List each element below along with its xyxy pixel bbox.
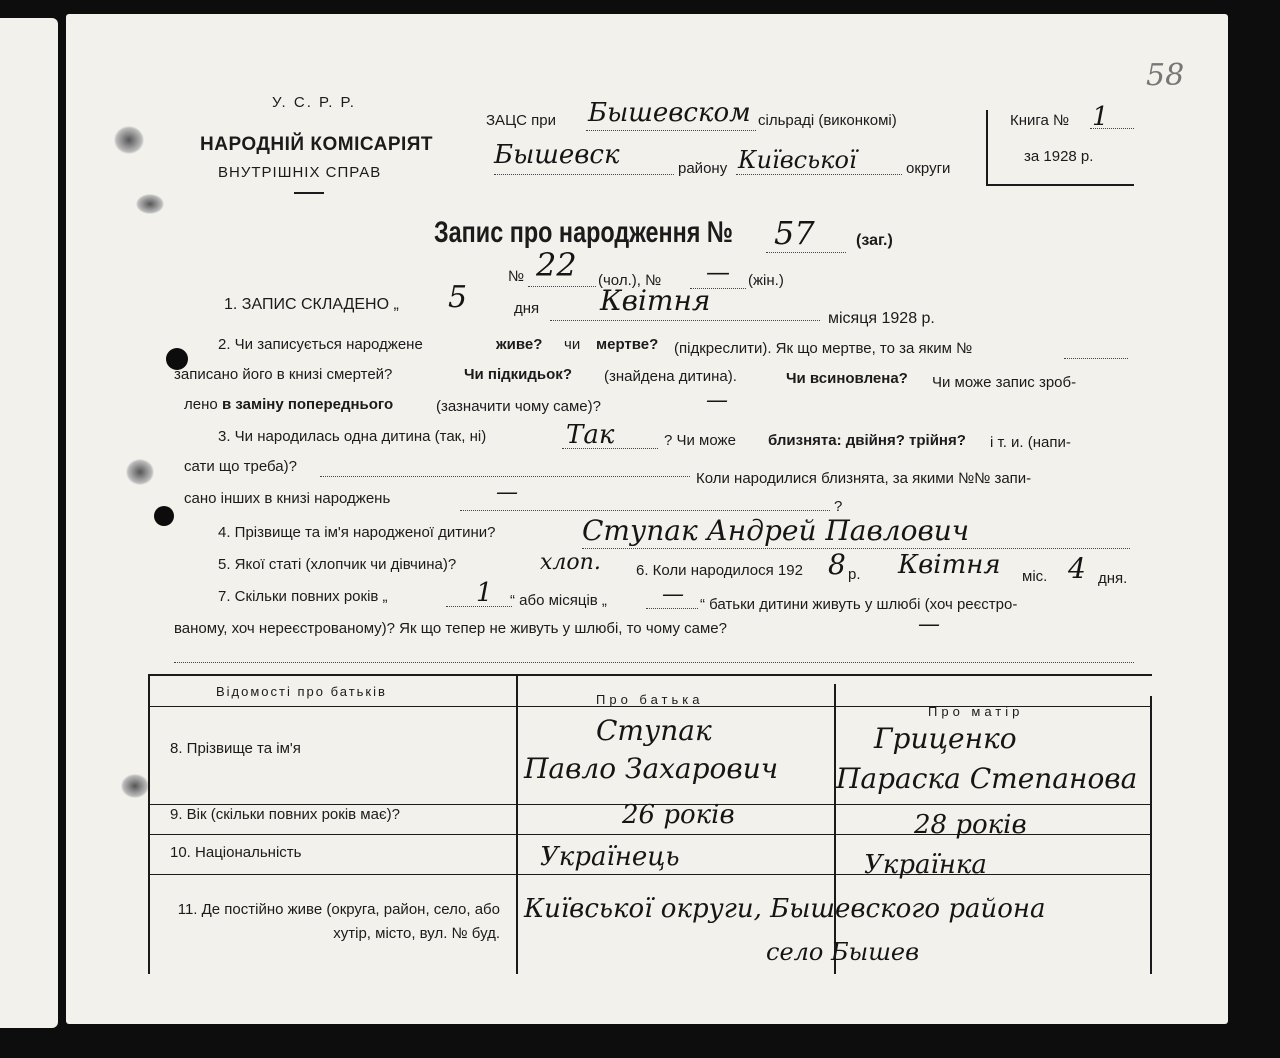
- department-title: ВНУТРІШНІХ СПРАВ: [218, 164, 382, 181]
- item2-adopted: Чи всиновлена?: [786, 370, 908, 387]
- female-record-number: —: [706, 258, 730, 286]
- village-line: [586, 130, 756, 131]
- male-number-line: [528, 286, 596, 287]
- mother-age: 28 років: [914, 810, 1027, 840]
- item2-foundling: Чи підкидьок?: [464, 366, 572, 383]
- birth-month: Квітня: [898, 550, 1001, 580]
- commissariat-title: НАРОДНІЙ КОМІСАРІЯТ: [200, 134, 434, 155]
- marriage-years-line: [446, 606, 512, 607]
- item7-line1a: 7. Скільки повних років „: [218, 588, 388, 605]
- punch-mark: [136, 194, 164, 214]
- item3-single-line: [562, 448, 658, 449]
- child-sex: хлоп.: [540, 550, 601, 575]
- punch-mark: [126, 459, 154, 485]
- item1-label: 1. ЗАПИС СКЛАДЕНО „: [224, 296, 399, 313]
- female-label: (жін.): [748, 272, 784, 289]
- item3-twins: близнята: двійня? трійня?: [768, 432, 966, 449]
- marriage-months-line: [646, 608, 698, 609]
- item3-line2-blank: [320, 476, 690, 477]
- table-header-parents: Відомості про батьків: [216, 684, 387, 699]
- table-right-border: [1150, 696, 1152, 974]
- item1-day: 5: [448, 280, 468, 315]
- record-number: 57: [774, 214, 815, 252]
- item2-dead: мертве?: [596, 336, 659, 353]
- item3-line1b: ? Чи може: [664, 432, 736, 449]
- left-page-edge: [0, 18, 58, 1028]
- item2-replacement: в заміну попереднього: [222, 396, 394, 413]
- village-name: Бышевском: [588, 98, 751, 128]
- book-year: за 1928 р.: [1024, 148, 1094, 165]
- item1-month-line: [550, 320, 820, 321]
- item1-month: Квітня: [600, 284, 711, 317]
- record-zag-label: (заг.): [856, 232, 893, 249]
- okruha-label: округи: [906, 160, 951, 177]
- item5-label: 5. Якої статі (хлопчик чи дівчина)?: [218, 556, 457, 573]
- row-age-label: 9. Вік (скільки повних років має)?: [170, 806, 400, 823]
- item3-line1c: і т. и. (напи-: [990, 434, 1071, 451]
- table-header-mother: Про матір: [928, 704, 1024, 719]
- father-nationality: Українець: [540, 842, 680, 872]
- male-num-label: №: [508, 268, 525, 285]
- pencil-page-number: 58: [1146, 58, 1185, 93]
- item7-answer: —: [918, 612, 940, 637]
- father-residence-line2: село Бышев: [766, 938, 920, 966]
- table-header-father: Про батька: [596, 692, 704, 707]
- item7-line1b: “ або місяців „: [510, 592, 607, 609]
- document-page: [66, 14, 1228, 1024]
- item3-line2b: Коли народилися близнята, за якими №№ запи-: [696, 470, 1032, 487]
- zags-label: ЗАЦС при: [486, 112, 557, 129]
- item2-line3b: (зазначити чому саме)?: [436, 398, 601, 415]
- birth-day: 4: [1068, 552, 1086, 585]
- item3-qmark: ?: [834, 498, 843, 515]
- father-age: 26 років: [622, 800, 735, 830]
- book-box-bottom: [986, 184, 1134, 186]
- punch-mark: [114, 126, 144, 154]
- item3-line3-blank: [460, 510, 830, 511]
- child-name: Ступак Андрей Павлович: [582, 514, 970, 547]
- row-name-label: 8. Прізвище та ім'я: [170, 740, 301, 757]
- item2-line2c: Чи може запис зроб-: [932, 374, 1077, 391]
- item3-twins-answer: —: [496, 480, 518, 505]
- item1-dnia: дня: [514, 300, 540, 317]
- item2-alive: живе?: [496, 336, 543, 353]
- item7-line2a: ваному, хоч нереєстрованому)? Як що тепер не живуть у шлюбі, то чому саме?: [174, 620, 727, 637]
- table-left-border: [148, 674, 150, 974]
- item6-label: 6. Коли народилося 192: [636, 562, 803, 579]
- item6-r: р.: [848, 566, 861, 583]
- item3-line1a: 3. Чи народилась одна дитина (так, ні): [218, 428, 487, 445]
- item3-line3a: сано інших в книзі народжень: [184, 490, 391, 507]
- book-label: Книга №: [1010, 112, 1070, 129]
- item2-death-number-line: [1064, 358, 1128, 359]
- row-residence-label: 11. Де постійно живе (округа, район, село, або хутір, місто, вул. № буд.: [177, 901, 500, 942]
- item2-answer: —: [706, 388, 728, 413]
- mother-given-name: Параска Степанова: [836, 762, 1138, 795]
- silrada-label: сільраді (виконкомі): [758, 112, 897, 129]
- book-number: 1: [1092, 102, 1109, 132]
- state-abbr: У. С. Р. Р.: [272, 94, 356, 111]
- male-record-number: 22: [536, 246, 577, 284]
- item2-line1a: 2. Чи записується народжене: [218, 336, 423, 353]
- item2-line1b: чи: [564, 336, 581, 353]
- table-col-divider-1: [516, 674, 518, 974]
- rayon-label: району: [678, 160, 728, 177]
- male-label: (чол.), №: [598, 272, 662, 289]
- marriage-months: —: [662, 582, 684, 607]
- item2-line2b: (знайдена дитина).: [604, 368, 737, 385]
- item7-blank-line: [174, 662, 1134, 663]
- table-row-rule: [148, 874, 1152, 875]
- item2-line3a: лено: [184, 396, 218, 413]
- okruha-line: [736, 174, 902, 175]
- birth-year-digit: 8: [828, 548, 846, 581]
- punch-mark: [121, 774, 149, 798]
- marriage-years: 1: [476, 578, 493, 608]
- father-residence-line1: Київської округи, Бышевского района: [524, 894, 1046, 924]
- district-name: Бышевск: [494, 140, 620, 170]
- item6-dnia: дня.: [1098, 570, 1128, 587]
- row-nationality-label: 10. Національність: [170, 844, 302, 861]
- item6-mis: міс.: [1022, 568, 1048, 585]
- child-name-line: [582, 548, 1130, 549]
- father-surname: Ступак: [596, 714, 712, 747]
- record-title: Запис про народження №: [434, 216, 734, 249]
- record-number-line: [766, 252, 846, 253]
- item1-year: місяця 1928 р.: [828, 310, 935, 327]
- item3-single-answer: Так: [566, 420, 615, 450]
- ink-blot: [154, 506, 174, 526]
- item7-line1c: “ батьки дитини живуть у шлюбі (хоч реєстро-: [700, 596, 1018, 613]
- okruha-name: Київської: [738, 146, 857, 174]
- father-given-name: Павло Захарович: [524, 752, 779, 785]
- book-box-left: [986, 110, 988, 186]
- table-top-border: [148, 674, 1152, 676]
- item2-line2a: записано його в книзі смертей?: [174, 366, 393, 383]
- table-col-divider-2: [834, 684, 836, 974]
- book-number-line: [1090, 128, 1134, 129]
- item4-label: 4. Прізвище та ім'я народженої дитини?: [218, 524, 496, 541]
- mother-nationality: Українка: [864, 850, 987, 880]
- item2-line1c: (підкреслити). Як що мертве, то за яким №: [674, 340, 973, 357]
- mother-surname: Гриценко: [874, 722, 1017, 755]
- district-line: [494, 174, 674, 175]
- header-rule: [294, 192, 324, 194]
- item3-line2a: сати що треба)?: [184, 458, 297, 475]
